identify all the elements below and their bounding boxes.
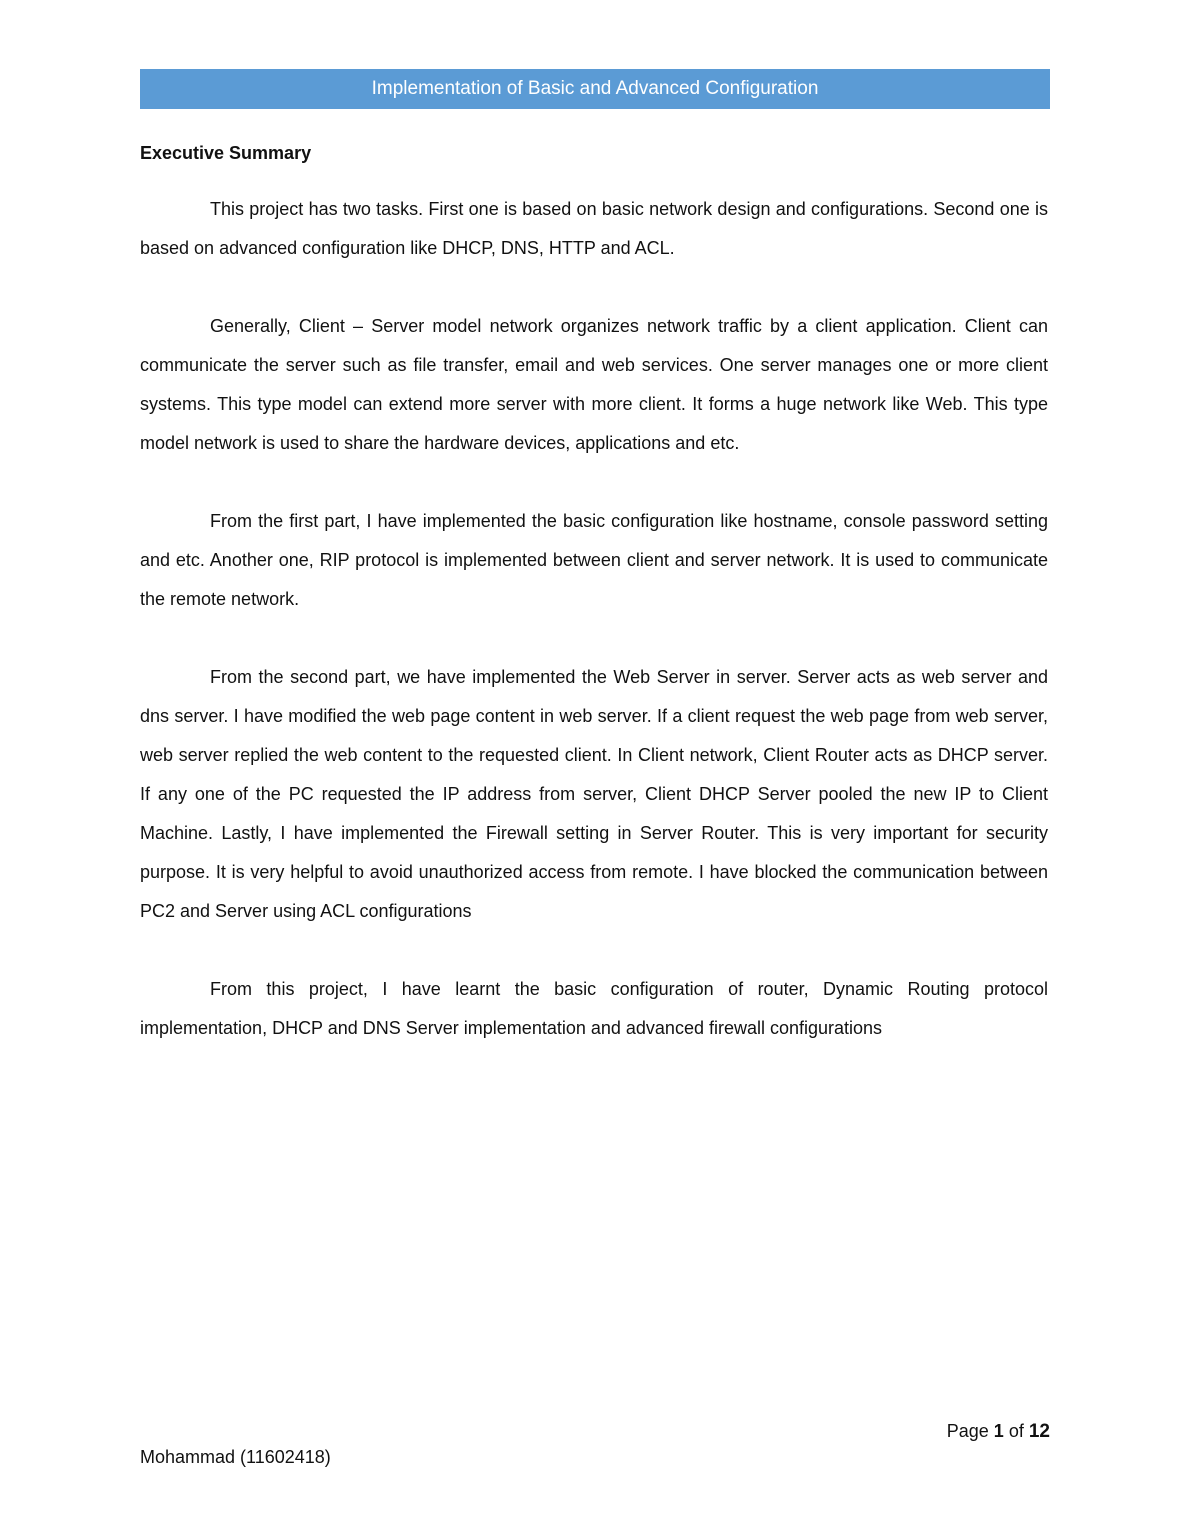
paragraph-5: From this project, I have learnt the basic configuration of router, Dynamic Routing protocol implementation, DHCP and DNS Server implementation and advanced firewall configurations xyxy=(140,979,1048,1038)
paragraph-2: Generally, Client – Server model network organizes network traffic by a client application. Client can communicate the server such as file transfer, email and web services. One server manages one or more client systems. This type model can extend more server with more client. It forms a huge network like Web. This type model network is used to share the hardware devices, applications and etc. xyxy=(140,316,1048,453)
page-word: Page xyxy=(946,1421,989,1441)
author-footer: Mohammad (11602418) xyxy=(140,1447,331,1467)
page-number xyxy=(947,1417,1050,1446)
document-title: Implementation of Basic and Advanced Configuration xyxy=(371,78,819,99)
paragraph-1: This project has two tasks. First one is based on basic network design and configurations. Second one is based on advanced configuration like DHCP, DNS, HTTP and ACL. xyxy=(140,199,1048,258)
page-content xyxy=(140,138,1048,1087)
current-page: 1 xyxy=(993,1421,1004,1441)
document-header-banner xyxy=(140,69,1050,109)
of-word: of xyxy=(1008,1421,1024,1441)
section-heading: Executive Summary xyxy=(140,143,312,163)
total-pages: 12 xyxy=(1028,1421,1050,1442)
paragraph-4: From the second part, we have implemented the Web Server in server. Server acts as web server and dns server. I have modified the web page content in web server. If a client request the web page from web server, web server replied the web content to the requested client. In Client network, Client Router acts as DHCP server. If any one of the PC requested the IP address from server, Client DHCP Server pooled the new IP to Client Machine. Lastly, I have implemented the Firewall setting in Server Router. This is very important for security purpose. It is very helpful to avoid unauthorized access from remote. I have blocked the communication between PC2 and Server using ACL configurations xyxy=(140,667,1048,921)
paragraph-3: From the first part, I have implemented the basic configuration like hostname, console password setting and etc. Another one, RIP protocol is implemented between client and server network. It is used to communicate the remote network. xyxy=(140,511,1048,609)
